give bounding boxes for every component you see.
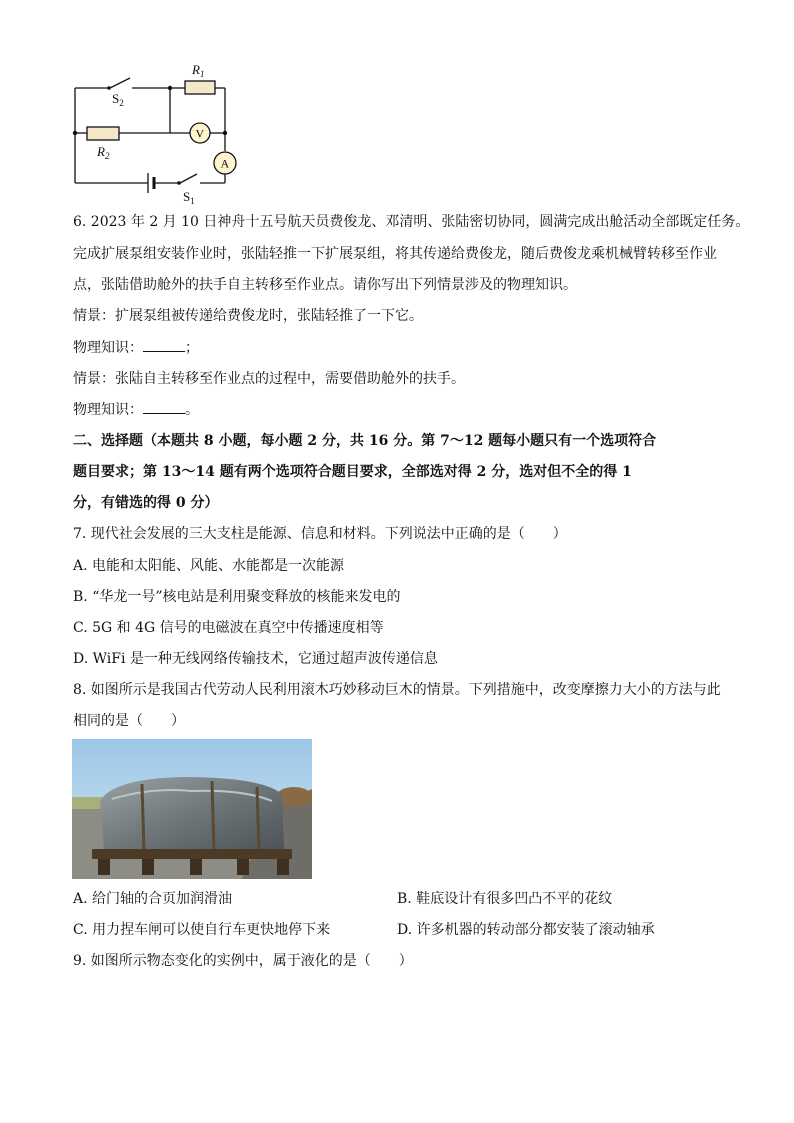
- resistor-r2: [87, 127, 119, 140]
- section2-line2: 题目要求；第 13～14 题有两个选项符合题目要求，全部选对得 2 分，选对但不全的得 1: [73, 464, 632, 480]
- label-r1: $R_1$: [192, 62, 205, 79]
- q8-line2: 相同的是（ ）: [73, 713, 185, 729]
- q8-option-c: C. 用力捏车闸可以使自行车更快地停下来: [73, 922, 331, 938]
- label-r2: $R_2$: [97, 144, 110, 161]
- q8-line1: 8. 如图所示是我国古代劳动人民利用滚木巧妙移动巨木的情景。下列措施中，改变摩擦力大小的方法与此: [73, 682, 721, 698]
- label-s2: $S_2$: [112, 91, 124, 108]
- q6-scene1: 情景：扩展泵组被传递给费俊龙时，张陆轻推了一下它。: [73, 308, 423, 324]
- label-ammeter: A: [220, 156, 230, 171]
- q7-option-d: D. WiFi 是一种无线网络传输技术，它通过超声波传递信息: [73, 651, 438, 667]
- q8-option-a: A. 给门轴的合页加润滑油: [73, 891, 233, 907]
- q6-scene2: 情景：张陆自主转移至作业点的过程中，需要借助舱外的扶手。: [73, 371, 465, 387]
- q6-knowledge2: 物理知识： 。: [73, 402, 199, 418]
- q6-line1: 6. 2023 年 2 月 10 日神舟十五号航天员费俊龙、邓清明、张陆密切协同，圆满完成出舱活动全部既定任务。: [73, 214, 750, 230]
- answer-blank-1[interactable]: [143, 339, 185, 352]
- section2-line3: 分，有错选的得 0 分）: [73, 495, 219, 511]
- q8-option-b: B. 鞋底设计有很多凹凸不平的花纹: [397, 891, 613, 907]
- q7-stem: 7. 现代社会发展的三大支柱是能源、信息和材料。下列说法中正确的是（ ）: [73, 526, 567, 542]
- stone-on-logs-photo: [72, 739, 312, 879]
- q6-line2: 完成扩展泵组安装作业时，张陆轻推一下扩展泵组，将其传递给费俊龙，随后费俊龙乘机械臂转移至作业: [73, 246, 717, 262]
- label-voltmeter: V: [195, 126, 205, 141]
- q7-option-c: C. 5G 和 4G 信号的电磁波在真空中传播速度相等: [73, 620, 384, 636]
- circuit-diagram: [60, 58, 250, 208]
- answer-blank-2[interactable]: [143, 401, 185, 414]
- q6-line3: 点，张陆借助舱外的扶手自主转移至作业点。请你写出下列情景涉及的物理知识。: [73, 277, 577, 293]
- q7-option-b: B. “华龙一号”核电站是利用聚变释放的核能来发电的: [73, 589, 401, 605]
- q8-option-d: D. 许多机器的转动部分都安装了滚动轴承: [397, 922, 655, 938]
- q9-stem: 9. 如图所示物态变化的实例中，属于液化的是（ ）: [73, 953, 413, 969]
- switch-s1: [180, 174, 197, 183]
- section2-line1: 二、选择题（本题共 8 小题，每小题 2 分，共 16 分。第 7～12 题每小题只有一个选项符合: [73, 433, 657, 449]
- switch-s2: [110, 78, 130, 88]
- label-s1: $S_1$: [183, 189, 195, 206]
- q6-knowledge1: 物理知识： ；: [73, 340, 199, 356]
- resistor-r1: [185, 81, 215, 94]
- q7-option-a: A. 电能和太阳能、风能、水能都是一次能源: [73, 558, 345, 574]
